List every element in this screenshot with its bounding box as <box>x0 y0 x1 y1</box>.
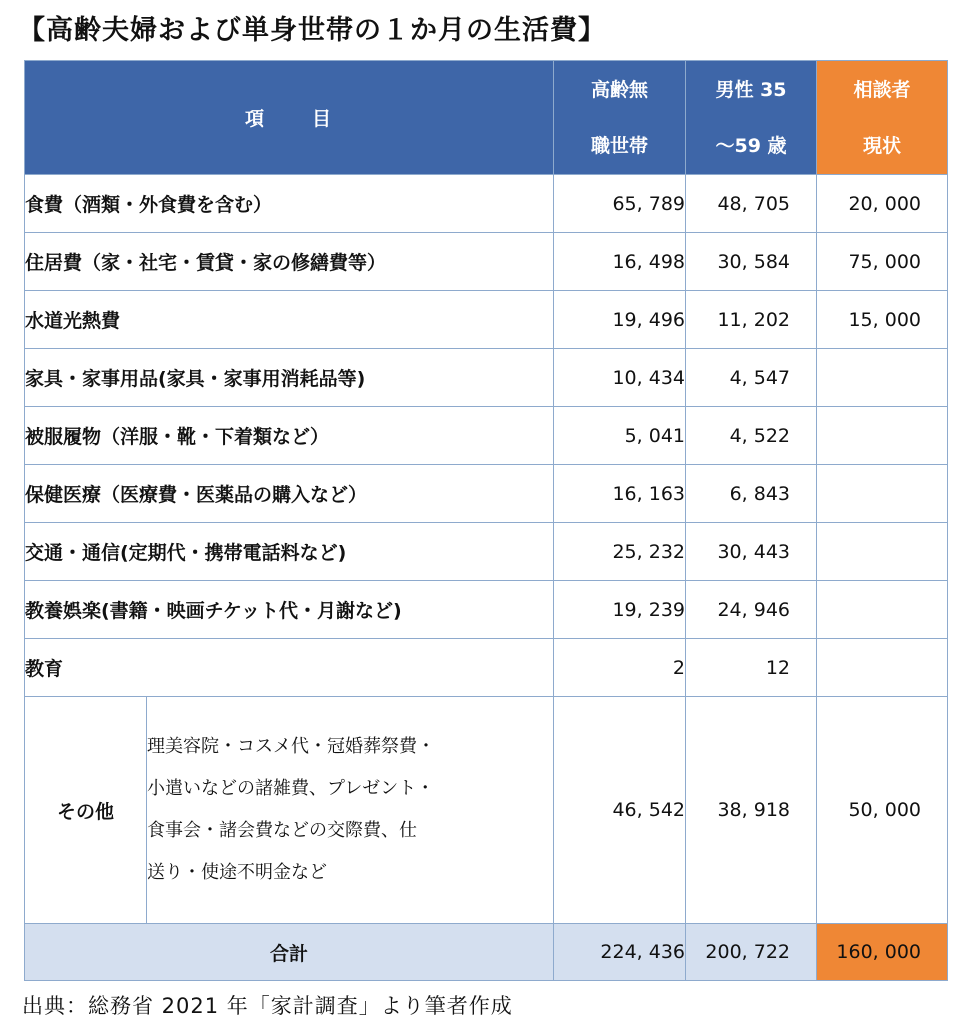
cell-client <box>817 581 948 639</box>
other-desc-line: 理美容院・コスメ代・冠婚葬祭費・ <box>147 736 435 757</box>
cell-elderly: 2 <box>554 639 686 697</box>
total-client: 160, 000 <box>817 924 948 981</box>
cell-male: 4, 547 <box>686 349 817 407</box>
cell-male: 38, 918 <box>686 697 817 924</box>
cell-client: 75, 000 <box>817 233 948 291</box>
row-label: 食費（酒類・外食費を含む） <box>25 175 554 233</box>
total-male: 200, 722 <box>686 924 817 981</box>
cell-client <box>817 349 948 407</box>
cell-client <box>817 523 948 581</box>
cell-elderly: 19, 239 <box>554 581 686 639</box>
table-row <box>25 581 948 639</box>
header-row <box>25 61 948 175</box>
cell-male: 48, 705 <box>686 175 817 233</box>
table-row <box>25 407 948 465</box>
row-label: 交通・通信(定期代・携帯電話料など) <box>25 523 554 581</box>
cell-male: 4, 522 <box>686 407 817 465</box>
other-desc-line: 食事会・諸会費などの交際費、仕 <box>147 820 417 841</box>
table-row <box>25 291 948 349</box>
cell-client: 20, 000 <box>817 175 948 233</box>
cell-male: 12 <box>686 639 817 697</box>
header-item-char-1: 項 <box>244 108 266 130</box>
cell-elderly: 65, 789 <box>554 175 686 233</box>
table-row <box>25 349 948 407</box>
row-label: 保健医療（医療費・医薬品の購入など） <box>25 465 554 523</box>
cell-elderly: 19, 496 <box>554 291 686 349</box>
header-client-line1: 相談者 <box>853 78 911 101</box>
row-label: 家具・家事用品(家具・家事用消耗品等) <box>25 349 554 407</box>
row-label: 水道光熱費 <box>25 291 554 349</box>
header-item-char-2: 目 <box>312 108 334 130</box>
table-row <box>25 465 948 523</box>
table-row-other <box>25 697 948 924</box>
cell-elderly: 46, 542 <box>554 697 686 924</box>
row-label: 教養娯楽(書籍・映画チケット代・月謝など) <box>25 581 554 639</box>
cell-male: 30, 584 <box>686 233 817 291</box>
total-elderly: 224, 436 <box>554 924 686 981</box>
living-cost-table <box>24 60 948 981</box>
row-label: 教育 <box>25 639 554 697</box>
header-client-current <box>817 61 948 175</box>
header-elderly-line1: 高齢無 <box>590 78 648 101</box>
cell-elderly: 16, 163 <box>554 465 686 523</box>
total-label: 合計 <box>25 924 554 981</box>
row-label: 住居費（家・社宅・賃貸・家の修繕費等） <box>25 233 554 291</box>
other-label: その他 <box>25 697 147 924</box>
cell-client: 15, 000 <box>817 291 948 349</box>
table-row <box>25 175 948 233</box>
table-row <box>25 233 948 291</box>
other-desc-line: 送り・使途不明金など <box>147 862 327 883</box>
row-label: 被服履物（洋服・靴・下着類など） <box>25 407 554 465</box>
table-row <box>25 639 948 697</box>
cell-elderly: 5, 041 <box>554 407 686 465</box>
cell-male: 6, 843 <box>686 465 817 523</box>
cell-client <box>817 639 948 697</box>
header-male-line2: ～59 歳 <box>715 134 787 157</box>
source-note: 出典：総務省 2021 年「家計調査」より筆者作成 <box>22 994 513 1018</box>
cell-male: 30, 443 <box>686 523 817 581</box>
page-title: 【高齢夫婦および単身世帯の１か月の生活費】 <box>18 15 606 46</box>
cell-male: 24, 946 <box>686 581 817 639</box>
total-row <box>25 924 948 981</box>
cell-male: 11, 202 <box>686 291 817 349</box>
cell-elderly: 16, 498 <box>554 233 686 291</box>
cell-elderly: 25, 232 <box>554 523 686 581</box>
cell-client <box>817 465 948 523</box>
cell-client: 50, 000 <box>817 697 948 924</box>
header-client-line2: 現状 <box>862 134 901 157</box>
cell-elderly: 10, 434 <box>554 349 686 407</box>
header-item <box>25 61 554 175</box>
other-description <box>147 697 554 924</box>
header-male-35-59 <box>686 61 817 175</box>
other-desc-line: 小遣いなどの諸雑費、プレゼント・ <box>147 778 435 799</box>
header-male-line1: 男性 35 <box>715 78 787 101</box>
header-elderly-household <box>554 61 686 175</box>
table-row <box>25 523 948 581</box>
cell-client <box>817 407 948 465</box>
header-elderly-line2: 職世帯 <box>590 134 648 157</box>
